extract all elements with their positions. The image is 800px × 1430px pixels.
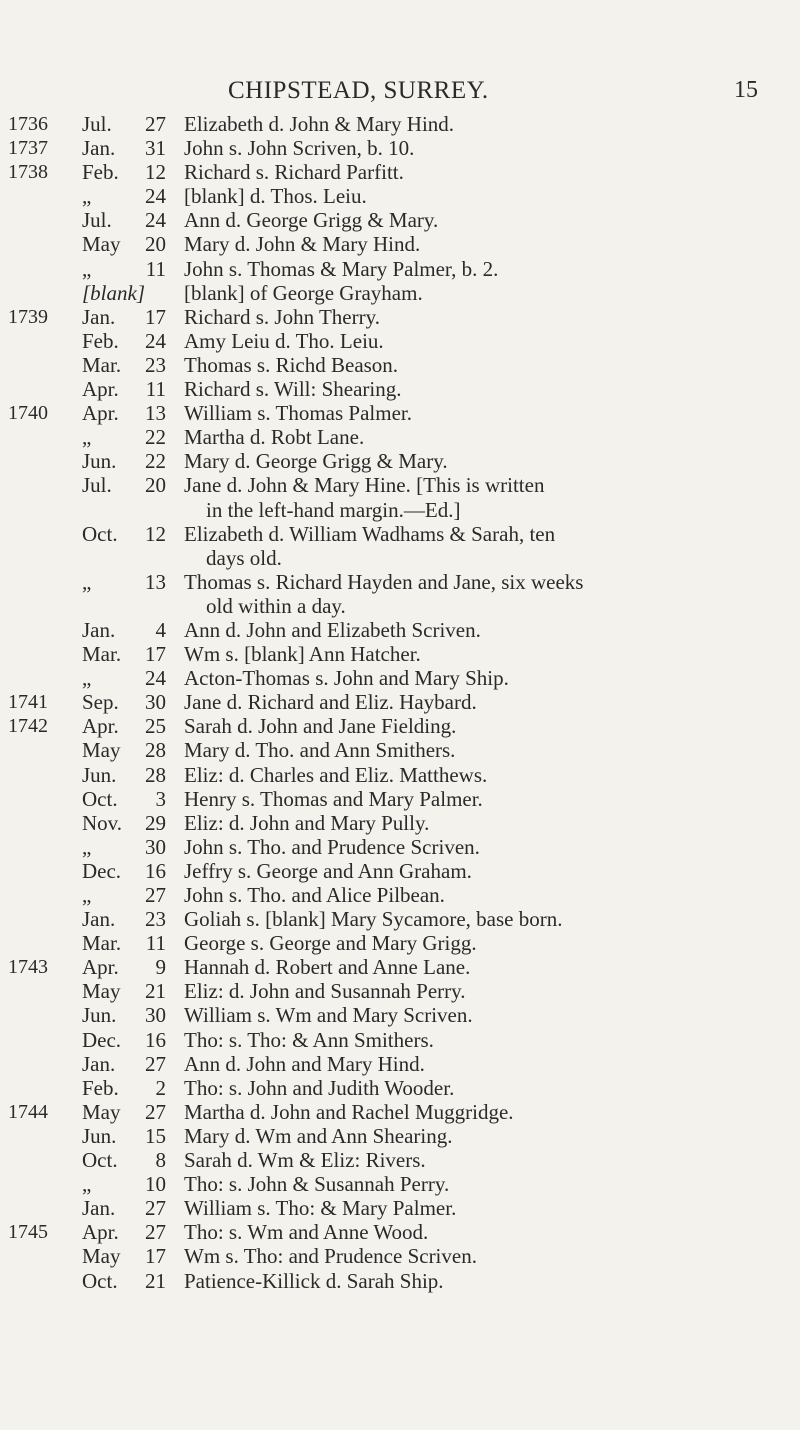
baptism-entries-list (0, 112, 800, 1293)
entry-day: 24 (145, 184, 166, 209)
entry-day: 24 (145, 328, 166, 353)
entry-day: 4 (155, 617, 166, 642)
entry-day: 11 (145, 256, 166, 281)
entry-row (0, 1172, 800, 1196)
entry-row (0, 208, 800, 232)
entry-month: Jun. (82, 449, 117, 474)
entry-text-line: Sarah d. Wm & Eliz: Rivers. (184, 1148, 426, 1173)
entry-text (184, 401, 780, 425)
entry-text-line: Ann d. John and Elizabeth Scriven. (184, 617, 481, 642)
entry-text-line: Thomas s. Richard Hayden and Jane, six weeks (184, 569, 584, 594)
entry-day: 20 (145, 232, 166, 257)
entry-day: 30 (145, 1003, 166, 1028)
entry-row (0, 1076, 800, 1100)
entry-text-line: John s. John Scriven, b. 10. (184, 136, 415, 161)
entry-text-line: [blank] d. Thos. Leiu. (184, 184, 367, 209)
entry-month: Feb. (82, 160, 119, 185)
entry-month: Nov. (82, 810, 123, 835)
entry-month: May (82, 232, 121, 257)
entry-row (0, 618, 800, 642)
entry-text-line: John s. Tho. and Prudence Scriven. (184, 834, 480, 859)
entry-text (184, 1148, 780, 1172)
entry-row (0, 1220, 800, 1244)
entry-text (184, 353, 780, 377)
entry-month: Apr. (82, 1220, 119, 1245)
entry-row (0, 257, 800, 281)
entry-year: 1737 (8, 137, 48, 160)
entry-row (0, 160, 800, 184)
entry-month: „ (82, 256, 92, 281)
entry-text-line: Elizabeth d. William Wadhams & Sarah, ten (184, 521, 556, 546)
entry-day: 21 (145, 1268, 166, 1293)
entry-text (184, 208, 780, 232)
entry-row (0, 787, 800, 811)
entry-day: 22 (145, 449, 166, 474)
entry-text-line: George s. George and Mary Grigg. (184, 931, 477, 956)
entry-day: 27 (145, 883, 166, 907)
entry-row (0, 353, 800, 377)
entry-year: 1742 (8, 715, 48, 738)
entry-text (184, 618, 780, 642)
entry-month: Apr. (82, 377, 119, 402)
entry-row (0, 1028, 800, 1052)
entry-text (184, 955, 780, 979)
entry-row (0, 136, 800, 160)
entry-text-line: Wm s. [blank] Ann Hatcher. (184, 642, 421, 667)
entry-text (184, 449, 780, 473)
entry-text-line: Eliz: d. Charles and Eliz. Matthews. (184, 762, 488, 787)
entry-text (184, 907, 780, 931)
entry-text (184, 859, 780, 883)
entry-row (0, 931, 800, 955)
entry-row (0, 449, 800, 473)
entry-text-line: Henry s. Thomas and Mary Palmer. (184, 786, 483, 811)
entry-text (184, 931, 780, 955)
entry-text (184, 1028, 780, 1052)
entry-month: [blank] (82, 280, 145, 305)
entry-day: 16 (145, 858, 166, 883)
entry-year: 1738 (8, 161, 48, 184)
entry-month: „ (82, 666, 92, 691)
entry-text-line: Tho: s. John & Susannah Perry. (184, 1172, 450, 1197)
entry-month: May (82, 979, 121, 1004)
entry-text (184, 1220, 780, 1244)
entry-row (0, 184, 800, 208)
entry-text (184, 232, 780, 256)
entry-text-line: Hannah d. Robert and Anne Lane. (184, 955, 471, 980)
entry-month: „ (82, 184, 92, 209)
entry-text (184, 763, 780, 787)
entry-text-line: John s. Thomas & Mary Palmer, b. 2. (184, 256, 499, 281)
entry-text-line: Mary d. George Grigg & Mary. (184, 449, 448, 474)
entry-text-continuation: old within a day. (206, 593, 346, 618)
entry-row (0, 522, 800, 570)
entry-day: 21 (145, 979, 166, 1004)
entry-month: Jun. (82, 1123, 117, 1148)
entry-text-line: Mary d. Wm and Ann Shearing. (184, 1123, 453, 1148)
entry-text-line: Mary d. John & Mary Hind. (184, 232, 421, 257)
entry-month: Jul. (82, 208, 112, 233)
entry-row (0, 1148, 800, 1172)
entry-day: 11 (145, 931, 166, 956)
entry-day: 22 (145, 425, 166, 450)
entry-text (184, 377, 780, 401)
entry-year: 1745 (8, 1221, 48, 1244)
entry-month: „ (82, 569, 92, 594)
entry-text (184, 811, 780, 835)
entry-month: Jun. (82, 1003, 117, 1028)
entry-month: Jun. (82, 762, 117, 787)
entry-text (184, 112, 780, 136)
entry-day: 27 (145, 1099, 166, 1124)
entry-day: 27 (145, 1220, 166, 1245)
entry-text (184, 160, 780, 184)
entry-text (184, 1003, 780, 1027)
entry-text-line: William s. Thomas Palmer. (184, 401, 412, 426)
entry-day: 13 (145, 569, 166, 594)
entry-row (0, 473, 800, 521)
entry-day: 27 (145, 1196, 166, 1221)
entry-row (0, 377, 800, 401)
entry-month: „ (82, 834, 92, 859)
entry-text (184, 787, 780, 811)
entry-text-line: Ann d. George Grigg & Mary. (184, 208, 439, 233)
entry-day: 20 (145, 473, 166, 498)
entry-day: 28 (145, 762, 166, 787)
entry-month: Jul. (82, 112, 112, 136)
entry-text (184, 642, 780, 666)
entry-text-line: Thomas s. Richd Beason. (184, 352, 399, 377)
entry-month: Feb. (82, 1075, 119, 1100)
entry-text (184, 714, 780, 738)
entry-row (0, 859, 800, 883)
entry-month: Oct. (82, 786, 118, 811)
entry-text-line: Sarah d. John and Jane Fielding. (184, 714, 457, 739)
entry-text-line: Mary d. Tho. and Ann Smithers. (184, 738, 456, 763)
entry-year: 1740 (8, 402, 48, 425)
entry-day: 28 (145, 738, 166, 763)
entry-text (184, 1172, 780, 1196)
entry-text (184, 1076, 780, 1100)
entry-text (184, 666, 780, 690)
entry-day: 3 (155, 786, 166, 811)
entry-row (0, 1244, 800, 1268)
entry-row (0, 305, 800, 329)
entry-day: 16 (145, 1027, 166, 1052)
entry-month: Feb. (82, 328, 119, 353)
entry-text (184, 522, 780, 570)
entry-text-line: Amy Leiu d. Tho. Leiu. (184, 328, 384, 353)
entry-month: Jan. (82, 907, 116, 932)
entry-day: 24 (145, 666, 166, 691)
entry-text (184, 1100, 780, 1124)
entry-text-line: Acton-Thomas s. John and Mary Ship. (184, 666, 509, 691)
entry-day: 24 (145, 208, 166, 233)
entry-day: 17 (145, 1244, 166, 1269)
entry-text-line: Martha d. John and Rachel Muggridge. (184, 1099, 514, 1124)
entry-text-line: Richard s. Richard Parfitt. (184, 160, 404, 185)
entry-text (184, 184, 780, 208)
entry-day: 23 (145, 907, 166, 932)
entry-text (184, 690, 780, 714)
entry-text-line: William s. Wm and Mary Scriven. (184, 1003, 473, 1028)
entry-text-line: Jane d. John & Mary Hine. [This is written (184, 473, 545, 498)
entry-text-line: Wm s. Tho: and Prudence Scriven. (184, 1244, 477, 1269)
entry-month: „ (82, 883, 92, 907)
entry-row (0, 425, 800, 449)
entry-text-line: Tho: s. Wm and Anne Wood. (184, 1220, 429, 1245)
entry-month: Jan. (82, 1196, 116, 1221)
entry-text-continuation: in the left-hand margin.—Ed.] (206, 497, 461, 522)
entry-text-line: Tho: s. Tho: & Ann Smithers. (184, 1027, 434, 1052)
entry-text (184, 473, 780, 521)
entry-text-line: Patience-Killick d. Sarah Ship. (184, 1268, 444, 1293)
entry-year: 1739 (8, 305, 48, 328)
entry-day: 2 (155, 1075, 166, 1100)
entry-month: Jan. (82, 1051, 116, 1076)
entry-month: Jan. (82, 136, 116, 161)
entry-day: 17 (145, 642, 166, 667)
entry-text (184, 257, 780, 281)
entry-month: Apr. (82, 401, 119, 426)
entry-month: Dec. (82, 1027, 122, 1052)
entry-row (0, 714, 800, 738)
entry-row (0, 738, 800, 762)
entry-text (184, 1269, 780, 1293)
entry-day: 23 (145, 352, 166, 377)
entry-text (184, 136, 780, 160)
entry-row (0, 835, 800, 859)
entry-year: 1744 (8, 1100, 48, 1123)
entry-day: 27 (145, 112, 166, 136)
entry-text-line: John s. Tho. and Alice Pilbean. (184, 883, 445, 907)
entry-text (184, 979, 780, 1003)
entry-text (184, 329, 780, 353)
entry-text-line: Eliz: d. John and Mary Pully. (184, 810, 430, 835)
entry-text-line: Martha d. Robt Lane. (184, 425, 365, 450)
entry-row (0, 666, 800, 690)
page-title: CHIPSTEAD, SURREY. (228, 77, 489, 104)
entry-year: 1743 (8, 956, 48, 979)
entry-row (0, 1196, 800, 1220)
entry-day: 25 (145, 714, 166, 739)
entry-month: „ (82, 1172, 92, 1197)
entry-text-line: Elizabeth d. John & Mary Hind. (184, 112, 455, 136)
entry-text (184, 883, 780, 907)
entry-text-line: William s. Tho: & Mary Palmer. (184, 1196, 457, 1221)
entry-text-line: Jeffry s. George and Ann Graham. (184, 858, 472, 883)
entry-row (0, 1124, 800, 1148)
entry-row (0, 979, 800, 1003)
entry-row (0, 763, 800, 787)
entry-row (0, 642, 800, 666)
entry-text-line: Jane d. Richard and Eliz. Haybard. (184, 690, 477, 715)
entry-row (0, 329, 800, 353)
entry-month: Sep. (82, 690, 119, 715)
entry-text-line: Ann d. John and Mary Hind. (184, 1051, 425, 1076)
entry-row (0, 1003, 800, 1027)
entry-row (0, 232, 800, 256)
entry-text (184, 1052, 780, 1076)
entry-month: Jul. (82, 473, 112, 498)
entry-day: 29 (145, 810, 166, 835)
entry-day: 12 (145, 521, 166, 546)
entry-text-line: Goliah s. [blank] Mary Sycamore, base born. (184, 907, 563, 932)
entry-text (184, 1244, 780, 1268)
entry-day: 17 (145, 304, 166, 329)
entry-year: 1736 (8, 113, 48, 135)
entry-row (0, 1269, 800, 1293)
page-number: 15 (734, 77, 758, 103)
entry-text-line: Eliz: d. John and Susannah Perry. (184, 979, 466, 1004)
entry-row (0, 570, 800, 618)
entry-month: Dec. (82, 858, 122, 883)
entry-text-line: [blank] of George Grayham. (184, 280, 423, 305)
entry-row (0, 112, 800, 136)
entry-row (0, 690, 800, 714)
entry-month: Apr. (82, 714, 119, 739)
entry-month: Oct. (82, 521, 118, 546)
entry-text (184, 1196, 780, 1220)
entry-month: May (82, 1099, 121, 1124)
entry-row (0, 955, 800, 979)
entry-month: Jan. (82, 304, 116, 329)
entry-text (184, 305, 780, 329)
entry-text (184, 425, 780, 449)
entry-text-line: Tho: s. John and Judith Wooder. (184, 1075, 455, 1100)
entry-day: 30 (145, 834, 166, 859)
entry-month: Oct. (82, 1148, 118, 1173)
entry-row (0, 1100, 800, 1124)
entry-row (0, 401, 800, 425)
entry-day: 8 (155, 1148, 166, 1173)
entry-day: 27 (145, 1051, 166, 1076)
entry-day: 15 (145, 1123, 166, 1148)
entry-day: 12 (145, 160, 166, 185)
entry-day: 31 (145, 136, 166, 161)
entry-year: 1741 (8, 691, 48, 714)
entry-month: May (82, 1244, 121, 1269)
entry-month: Mar. (82, 352, 122, 377)
entry-row (0, 811, 800, 835)
entry-text (184, 570, 780, 618)
entry-text-line: Richard s. Will: Shearing. (184, 377, 402, 402)
entry-month: Oct. (82, 1268, 118, 1293)
entry-day: 9 (155, 955, 166, 980)
entry-day: 10 (145, 1172, 166, 1197)
entry-month: Mar. (82, 931, 122, 956)
entry-text-line: Richard s. John Therry. (184, 304, 380, 329)
entry-text (184, 835, 780, 859)
entry-day: 11 (145, 377, 166, 402)
entry-row (0, 907, 800, 931)
entry-text (184, 738, 780, 762)
entry-month: May (82, 738, 121, 763)
entry-month: „ (82, 425, 92, 450)
entry-row (0, 281, 800, 305)
entry-row (0, 883, 800, 907)
entry-text-continuation: days old. (206, 545, 282, 570)
entry-day: 13 (145, 401, 166, 426)
entry-day: 30 (145, 690, 166, 715)
entry-text (184, 1124, 780, 1148)
page-header (228, 77, 758, 107)
entry-month: Apr. (82, 955, 119, 980)
entry-month: Jan. (82, 617, 116, 642)
entry-text (184, 281, 780, 305)
entry-month: Mar. (82, 642, 122, 667)
entry-row (0, 1052, 800, 1076)
